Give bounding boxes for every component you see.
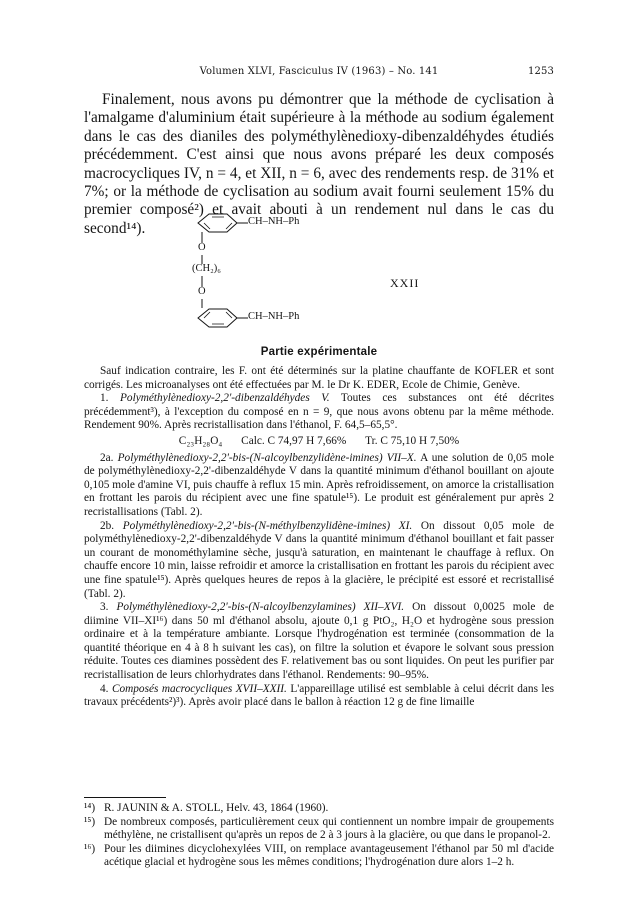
paragraph-text: On dissout 0,0025 mole de diimine VII–XI¹⁶) dans 50 ml d'éthanol absolu, ajoute 0,1 g PtO₂, H₂O et hydrogène sous pression ordinaire et à la température ambiante. Lorsque l'hydrogénation est terminée (consommation de la quantité théorique en 4 à 8 h suivant les cas), on filtre la solution et évapore le solvant sous pression réduite. Toutes ces diamines possèdent des F. relativement bas ou sont liquides. On peut les purifier par recristallisation de leurs chlorhydrates dans l'éthanol. Rendements: 90–95%. [84, 601, 554, 682]
footnotes [84, 802, 554, 870]
paragraph-2a [84, 452, 554, 520]
substituent-top: CH–NH–Ph [248, 216, 300, 227]
running-title: Volumen XLVI, Fasciculus IV (1963) – No. 141 [199, 66, 439, 77]
footnote-text: Pour les diimines dicyclohexylées VIII, on remplace avantageusement l'éthanol par 50 ml d'acide acétique glacial et hydrogène sous les mêmes conditions; l'hydrogénation dure alors 1–2 h. [104, 842, 554, 869]
analysis-line [84, 435, 554, 449]
footnote-rule [84, 797, 166, 798]
page-number: 1253 [527, 66, 554, 77]
substituent-bottom: CH–NH–Ph [248, 311, 300, 322]
paragraph-heading: Composés macrocycliques XVII–XXII. [111, 682, 287, 695]
paragraph-number: 4. [100, 682, 109, 695]
paragraph-heading: Polyméthylènedioxy-2,2'-dibenzaldéhydes V. [120, 392, 330, 405]
oxygen-top: O [198, 242, 206, 253]
methylene-chain: (CH₂)₆ [192, 263, 221, 274]
footnote-16 [84, 843, 554, 870]
paragraph-2b [84, 520, 554, 602]
paragraph-text: A une solution de 0,05 mole de polyméthylènedioxy-2,2'-dibenzaldéhyde V dans la quantité minimum d'éthanol bouillant on ajoute 0,105 mole d'amine VI, puis chauffe à reflux 15 min. Après refroidissement, on amorce la cristallisation en frottant les parois du récipient avec une fine spatule¹⁵). Le produit est généralement pur après 2 recristallisations (Tabl. 2). [84, 451, 554, 518]
oxygen-bottom: O [198, 286, 206, 297]
footnote-number: ¹⁶) [84, 842, 96, 855]
paragraph-heading: Polyméthylènedioxy-2,2'-bis-(N-méthylbenzylidène-imines) XI. [122, 519, 413, 532]
footnote-text: R. JAUNIN & A. STOLL, Helv. 43, 1864 (1960). [104, 802, 329, 814]
paragraph-number: 1. [100, 392, 109, 405]
paragraph-number: 2b. [100, 519, 115, 532]
footnote-15 [84, 816, 554, 843]
compound-label: XXII [390, 276, 420, 290]
found-values: Tr. C 75,10 H 7,50% [365, 434, 460, 447]
paragraph-heading: Polyméthylènedioxy-2,2'-bis-(N-alcoylbenzylidène-imines) VII–X. [117, 451, 417, 464]
calculated-values: Calc. C 74,97 H 7,66% [241, 434, 347, 447]
paragraph-1 [84, 392, 554, 433]
paragraph-number: 2a. [100, 451, 114, 464]
paragraph-3 [84, 601, 554, 683]
footnote-number: ¹⁵) [84, 815, 96, 828]
structure-diagram [190, 212, 570, 340]
footnote-14 [84, 802, 554, 816]
paragraph-text: Toutes ces substances ont été décrites précédemment³), à l'exception du composé en n = 9, que nous avons obtenu par la même méthode. Rendement 90%. Après recristallisation dans l'éthanol, F. 64,5–65,5°. [84, 392, 555, 432]
paragraph-text: On dissout 0,05 mole de polyméthylènedioxy-2,2'-dibenzaldéhyde V dans la quantité minimum d'éthanol bouillant et fait passer un courant de monométhylamine sèche, jusqu'à saturation, en maintenant le chauffage à reflux. On chauffe encore 10 min, laisse refroidir et amorce la cristallisation en frottant les parois du récipient avec une fine spatule¹⁵). Après quelques heures de repos à la glacière, le précipité est essoré et recristallisé (Tabl. 2). [84, 519, 555, 600]
molecular-formula: C₂₃H₂₈O₄ [178, 434, 223, 447]
intro-text: Finalement, nous avons pu démontrer que la méthode de cyclisation à l'amalgame d'aluminium était supérieure à la méthode au sodium également dans le cas des dianiles des polyméthylènedioxy-dibenzaldéhydes étudiés précédemment. C'est ainsi que nous avons préparé les deux composés macrocycliques IV, n = 4, et XII, n = 6, avec des rendements resp. de 31% et 7%; or la méthode de cyclisation au sodium avait fourni seulement 15% du premier composé²) et avait abouti à un rendement nul dans le cas du second¹⁴). [84, 91, 554, 237]
paragraph-heading: Polyméthylènedioxy-2,2'-bis-(N-alcoylbenzylamines) XII–XVI. [116, 601, 405, 614]
paragraph-text: L'appareillage utilisé est semblable à celui décrit dans les travaux précédents²)³). Après avoir placé dans le ballon à réaction 12 g de fine limaille [84, 682, 554, 709]
footnote-number: ¹⁴) [84, 802, 96, 814]
paragraph-4 [84, 683, 554, 710]
paragraph-general: Sauf indication contraire, les F. ont été déterminés sur la platine chauffante de KOFLER et sont corrigés. Les microanalyses ont été effectuées par M. le Dr K. EDER, Ecole de Chimie, Genève. [84, 365, 554, 391]
running-header [84, 66, 554, 82]
footnote-text: De nombreux composés, particulièrement ceux qui contiennent un nombre impair de groupements méthylène, ne cristallisent qu'après un repos de 2 à 3 jours à la glacière, ou que dans le propanol-2. [104, 815, 554, 842]
section-title: Partie expérimentale [260, 346, 378, 358]
experimental-body [84, 365, 554, 710]
paragraph-number: 3. [100, 601, 109, 614]
